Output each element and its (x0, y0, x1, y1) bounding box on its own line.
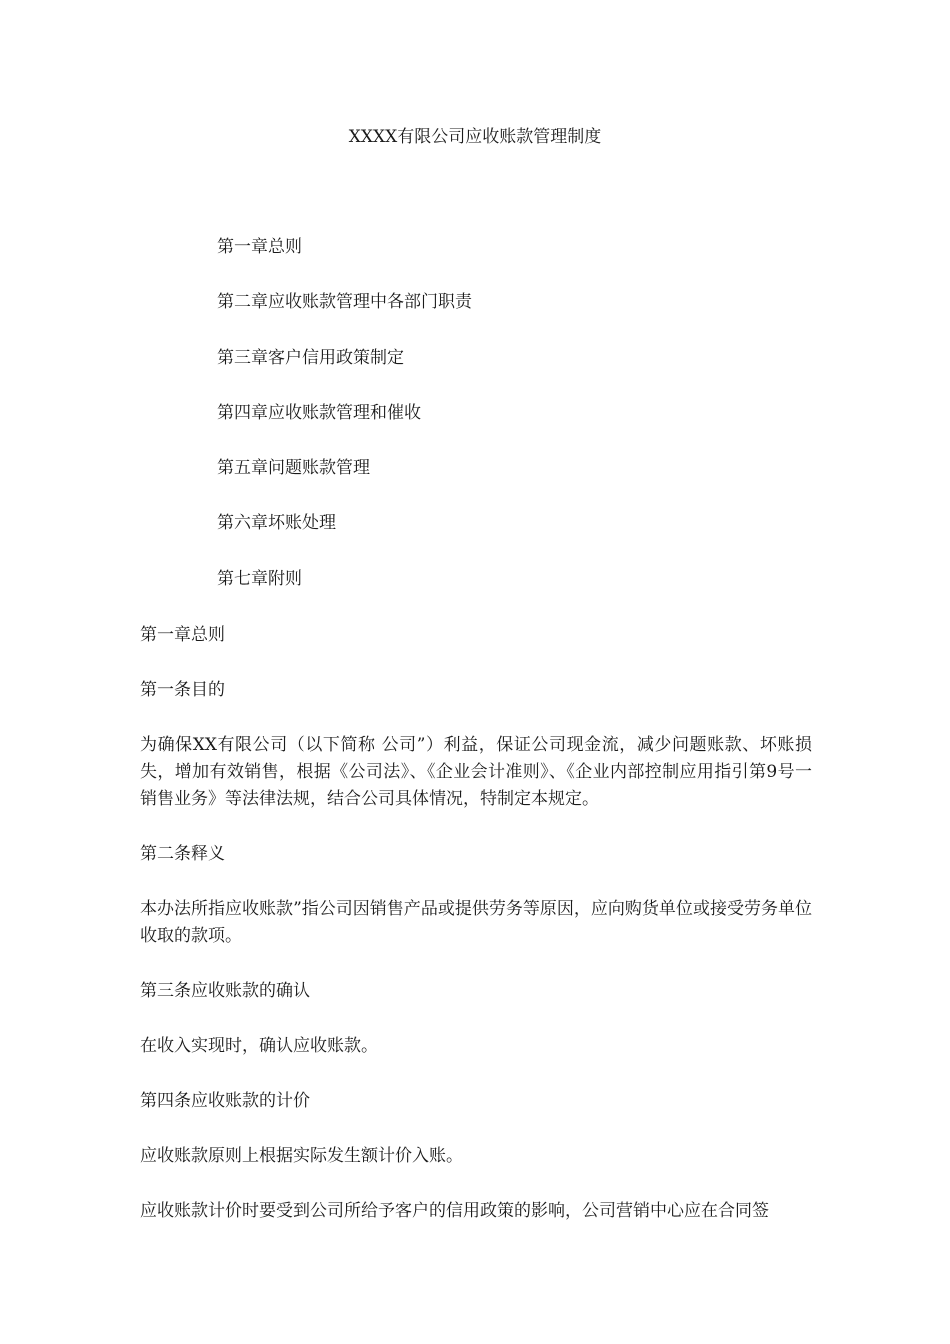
article-heading: 第一条目的 (140, 680, 225, 700)
article-paragraph: 应收账款原则上根据实际发生额计价入账。 (140, 1146, 463, 1166)
article-paragraph: 本办法所指应收账款”指公司因销售产品或提供劳务等原因，应向购货单位或接受劳务单位收取的款项。 (140, 899, 812, 946)
article-heading: 第三条应收账款的确认 (140, 981, 310, 1001)
toc-item-chapter-2: 第二章应收账款管理中各部门职责 (217, 292, 472, 313)
chapter-heading: 第一章总则 (140, 625, 225, 645)
article-paragraph: 应收账款计价时要受到公司所给予客户的信用政策的影响，公司营销中心应在合同签 (140, 1201, 769, 1221)
article-paragraph: 在收入实现时，确认应收账款。 (140, 1036, 378, 1056)
toc-item-chapter-7: 第七章附则 (217, 568, 302, 589)
document-body (140, 622, 812, 1225)
toc-item-chapter-3: 第三章客户信用政策制定 (217, 347, 404, 368)
table-of-contents (217, 236, 472, 623)
toc-item-chapter-4: 第四章应收账款管理和催收 (217, 402, 421, 423)
article-heading: 第二条释义 (140, 844, 225, 864)
document-title: XXXX有限公司应收账款管理制度 (348, 127, 602, 147)
toc-item-chapter-1: 第一章总则 (217, 237, 302, 257)
article-heading: 第四条应收账款的计价 (140, 1091, 310, 1111)
toc-item-chapter-6: 第六章坏账处理 (217, 513, 336, 534)
toc-item-chapter-5: 第五章问题账款管理 (217, 458, 370, 479)
article-paragraph: 为确保XX有限公司（以下简称 公司”）利益，保证公司现金流，减少问题账款、坏账损失，增加有效销售，根据《公司法》、《企业会计准则》、《企业内部控制应用指引第9号一销售业务》等法律法规，结合公司具体情况，特制定本规定。 (140, 735, 812, 809)
